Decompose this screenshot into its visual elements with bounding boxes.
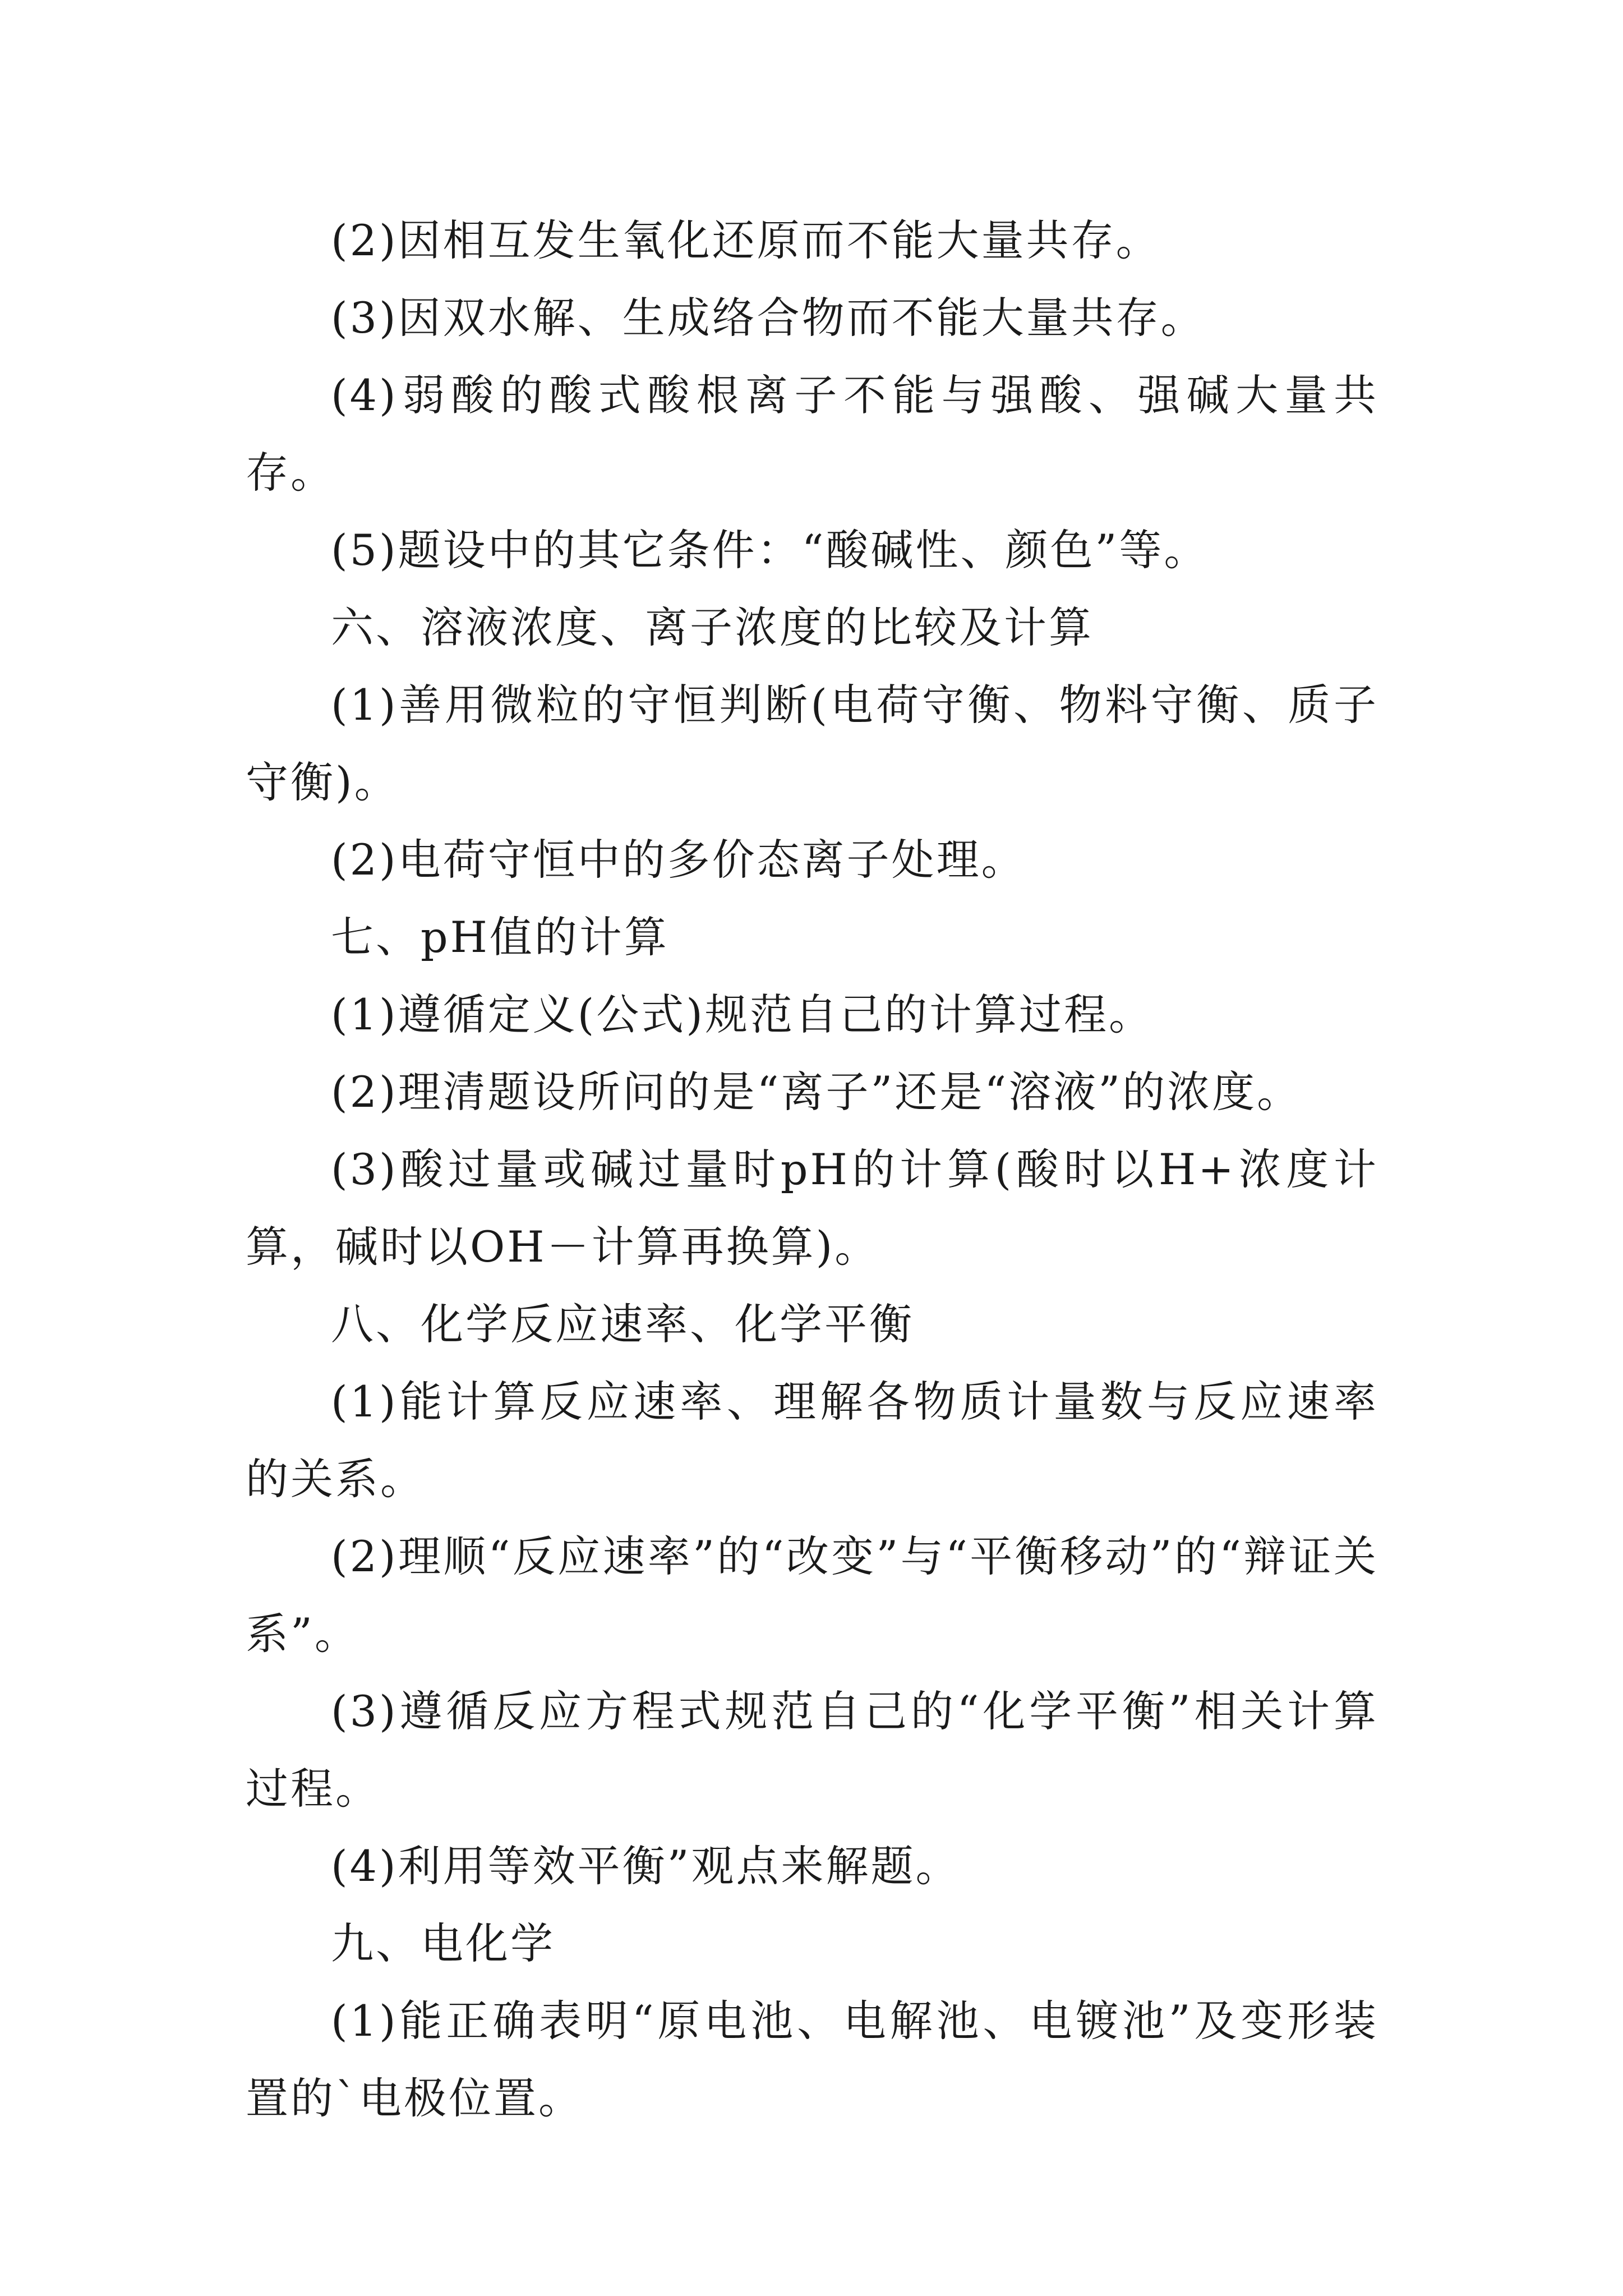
paragraph-item-2-redox: (2)因相互发生氧化还原而不能大量共存。 (331, 215, 1161, 265)
paragraph-item-4-equivalent: (4)利用等效平衡”观点来解题。 (331, 1841, 961, 1891)
paragraph-item-2-charge: (2)电荷守恒中的多价态离子处理。 (331, 835, 1026, 885)
paragraph-item-1-conservation: (1)善用微粒的守恒判断(电荷守衡、物料守衡、质子守衡)。 (246, 680, 1378, 807)
section-heading-8: 八、化学反应速率、化学平衡 (331, 1299, 914, 1349)
paragraph-item-2-ion-solution: (2)理清题设所问的是“离子”还是“溶液”的浓度。 (331, 1067, 1302, 1117)
paragraph-item-5-conditions: (5)题设中的其它条件：“酸碱性、颜色”等。 (331, 525, 1209, 575)
paragraph-item-1-definition: (1)遵循定义(公式)规范自己的计算过程。 (331, 990, 1154, 1039)
document-body (246, 202, 1378, 2137)
paragraph-item-3-hydrolysis: (3)因双水解、生成络合物而不能大量共存。 (331, 293, 1206, 343)
section-heading-6: 六、溶液浓度、离子浓度的比较及计算 (331, 602, 1094, 652)
section-heading-9: 九、电化学 (331, 1918, 555, 1968)
paragraph-item-3-excess: (3)酸过量或碱过量时pH的计算(酸时以H+浓度计算，碱时以OH－计算再换算)。 (246, 1144, 1378, 1272)
paragraph-item-1-rate: (1)能计算反应速率、理解各物质计量数与反应速率的关系。 (246, 1377, 1378, 1504)
paragraph-item-4-weak-acid: (4)弱酸的酸式酸根离子不能与强酸、强碱大量共存。 (246, 370, 1378, 498)
paragraph-item-1-electrode: (1)能正确表明“原电池、电解池、电镀池”及变形装置的`电极位置。 (246, 1996, 1378, 2123)
paragraph-item-3-equilibrium-calc: (3)遵循反应方程式规范自己的“化学平衡”相关计算过程。 (246, 1686, 1378, 1814)
paragraph-item-2-dialectic: (2)理顺“反应速率”的“改变”与“平衡移动”的“辩证关系”。 (246, 1531, 1378, 1659)
section-heading-7: 七、pH值的计算 (331, 912, 669, 962)
